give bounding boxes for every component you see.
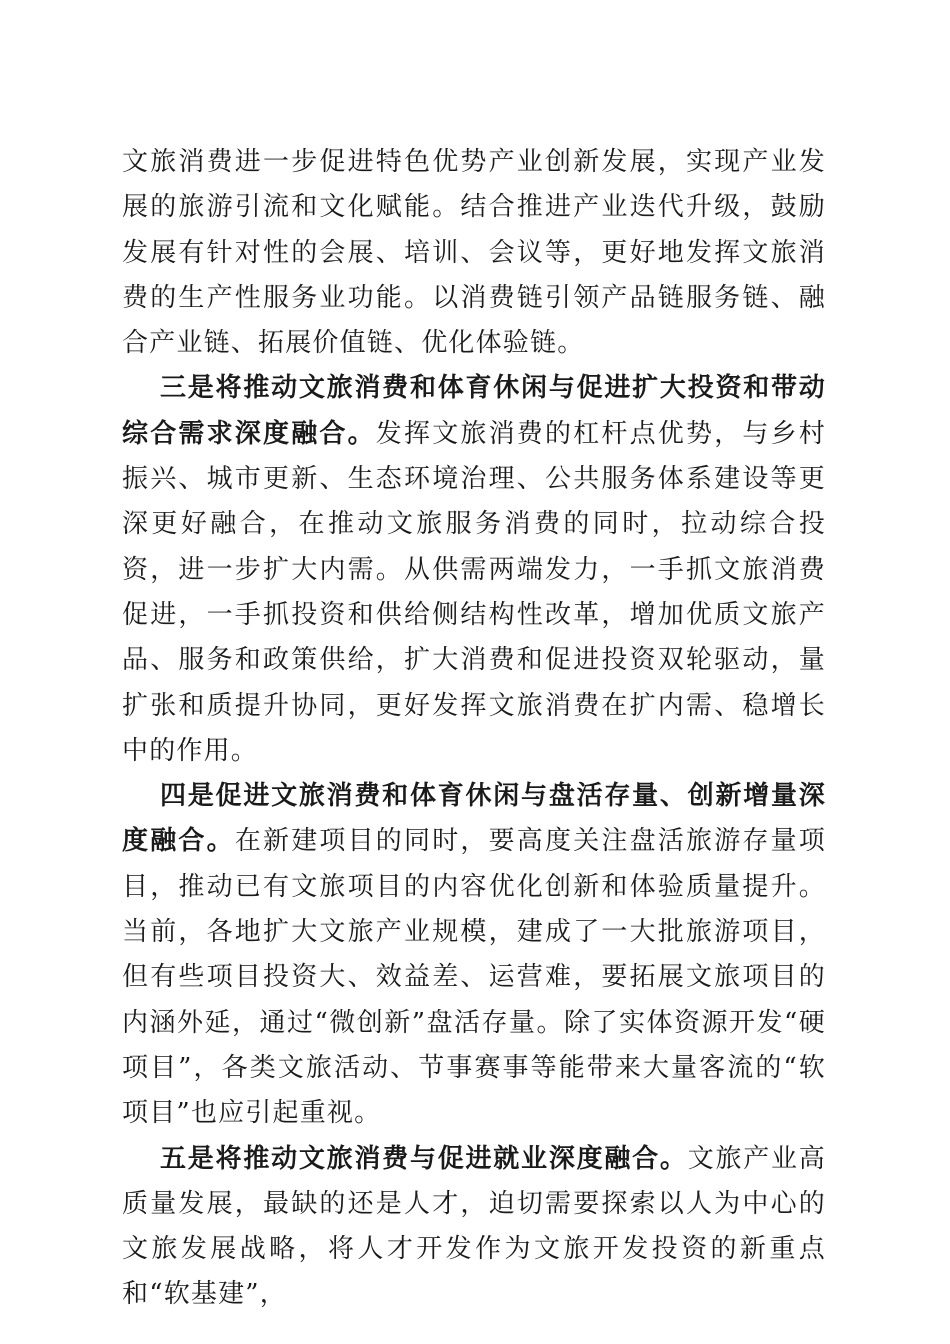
paragraph-3 [122, 774, 826, 1136]
paragraph-2 [122, 366, 826, 774]
paragraph-4-heading: 五是将推动文旅消费与促进就业深度融合。 [160, 1143, 688, 1174]
paragraph-1 [122, 140, 826, 366]
paragraph-2-body: 发挥文旅消费的杠杆点优势，与乡村振兴、城市更新、生态环境治理、公共服务体系建设等更深更好融合，在推动文旅服务消费的同时，拉动综合投资，进一步扩大内需。从供需两端发力，一手抓文旅消费促进，一手抓投资和供给侧结构性改革，增加优质文旅产品、服务和政策供给，扩大消费和促进投资双轮驱动，量扩张和质提升协同，更好发挥文旅消费在扩内需、稳增长中的作用。 [122, 418, 826, 766]
body-text [122, 140, 826, 1318]
paragraph-2-heading: 三是将推动文旅消费和体育休闲与促进扩大投资和带动综合需求深度融合。 [122, 373, 826, 449]
paragraph-3-body: 在新建项目的同时，要高度关注盘活旅游存量项目，推动已有文旅项目的内容优化创新和体验质量提升。当前，各地扩大文旅产业规模，建成了一大批旅游项目，但有些项目投资大、效益差、运营难，要拓展文旅项目的内涵外延，通过“微创新”盘活存量。除了实体资源开发“硬项目”，各类文旅活动、节事赛事等能带来大量客流的“软项目”也应引起重视。 [122, 826, 827, 1129]
paragraph-4-body: 文旅产业高质量发展，最缺的还是人才，迫切需要探索以人为中心的文旅发展战略，将人才开发作为文旅开发投资的新重点和“软基建”， [122, 1143, 826, 1310]
paragraph-3-heading: 四是促进文旅消费和体育休闲与盘活存量、创新增量深度融合。 [122, 781, 826, 857]
paragraph-1-body: 文旅消费进一步促进特色优势产业创新发展，实现产业发展的旅游引流和文化赋能。结合推进产业迭代升级，鼓励发展有针对性的会展、培训、会议等，更好地发挥文旅消费的生产性服务业功能。以消费链引领产品链服务链、融合产业链、拓展价值链、优化体验链。 [122, 147, 826, 359]
paragraph-4 [122, 1137, 826, 1318]
